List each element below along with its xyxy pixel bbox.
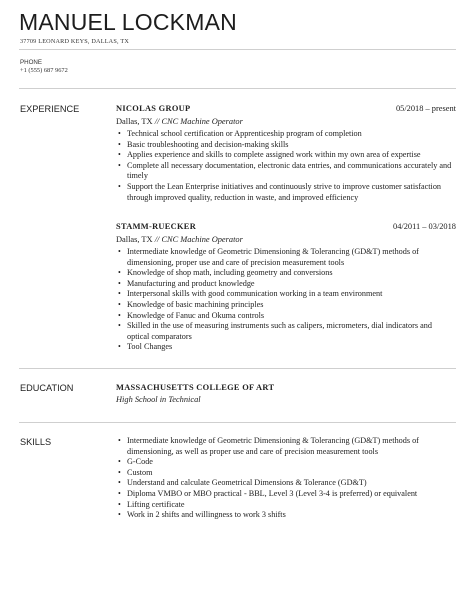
skill-item: • Work in 2 shifts and willingness to work 3 shifts (118, 510, 286, 520)
bullet-icon: • (118, 436, 121, 445)
bullet-icon: • (118, 510, 121, 520)
bullet-item: • Tool Changes (118, 342, 173, 352)
job-entry (116, 104, 456, 203)
bullet-item: • Applies experience and skills to complete assigned work within my own area of expertise (118, 150, 421, 160)
section-divider (19, 422, 456, 423)
candidate-address: 37709 LEONARD KEYS, DALLAS, TX (20, 38, 130, 45)
bullet-icon: • (118, 478, 121, 488)
job-role-line (116, 116, 456, 127)
bullet-item: • Manufacturing and product knowledge (118, 278, 255, 288)
skill-item: • Lifting certificate (118, 499, 185, 509)
school-name: MASSACHUSETTS COLLEGE OF ART (116, 383, 275, 392)
skills-list-wrapper (116, 434, 456, 521)
bullet-item: • Intermediate knowledge of Geometric Dimensioning & Tolerancing (GD&T) methods of dimensioning, proper use and care of precision measurement tools (118, 247, 419, 267)
job-header (116, 222, 456, 233)
bullet-item: • Interpersonal skills with good communication working in a team environment (118, 289, 383, 299)
bullet-icon: • (118, 247, 121, 256)
role-separator: // (154, 235, 162, 244)
company-name: STAMM-RUECKER (116, 222, 197, 231)
company-name: NICOLAS GROUP (116, 104, 191, 113)
bullet-icon: • (118, 129, 121, 138)
skills-list (116, 436, 456, 521)
skill-item: • Custom (118, 467, 153, 477)
skill-item: • Diploma VMBO or MBO practical - BBL, Level 3 (Level 3-4 is preferred) or equivalent (118, 488, 418, 498)
job-location: Dallas, TX (116, 117, 153, 126)
bullet-icon: • (118, 342, 121, 352)
job-title: CNC Machine Operator (161, 235, 243, 244)
bullet-icon: • (118, 310, 121, 320)
phone-value: +1 (555) 687 9672 (20, 67, 68, 74)
bullet-item: • Technical school certification or Apprenticeship program of completion (118, 129, 362, 138)
bullet-item: • Complete all necessary documentation, electronic data entries, and communications accurately and timely (118, 160, 452, 181)
degree: High School in Technical (116, 395, 201, 404)
role-separator: // (154, 117, 162, 126)
bullet-item: • Skilled in the use of measuring instruments such as calipers, micrometers, dial indicators and optical comparators (118, 321, 432, 341)
skill-item: • G-Code (118, 457, 153, 467)
job-entry (116, 222, 456, 353)
header-divider (19, 49, 456, 50)
job-dates: 05/2018 – present (395, 104, 456, 113)
bullet-icon: • (118, 299, 121, 309)
skill-item: • Understand and calculate Geometrical Dimensions & Tolerance (GD&T) (118, 478, 367, 488)
bullet-item: • Support the Lean Enterprise initiatives and continuously strive to improve customer satisfaction through improved quality, reduction in waste, and improved efficiency (118, 181, 442, 202)
bullet-icon: • (118, 278, 121, 288)
bullet-icon: • (118, 457, 121, 467)
bullet-icon: • (118, 181, 121, 191)
bullet-icon: • (118, 160, 121, 170)
bullet-icon: • (118, 139, 121, 149)
phone-label: PHONE (20, 59, 43, 66)
bullet-icon: • (118, 268, 121, 278)
skills-section-title: SKILLS (20, 437, 52, 447)
job-header (116, 104, 456, 115)
candidate-name: MANUEL LOCKMAN (19, 9, 237, 35)
education-section-title: EDUCATION (20, 383, 74, 393)
job-bullets (116, 129, 456, 203)
experience-section-title: EXPERIENCE (20, 104, 80, 114)
job-dates: 04/2011 – 03/2018 (393, 222, 456, 231)
bullet-icon: • (118, 467, 121, 477)
job-location: Dallas, TX (116, 235, 153, 244)
job-role-line (116, 234, 456, 245)
bullet-icon: • (118, 488, 121, 498)
bullet-icon: • (118, 499, 121, 509)
section-divider (19, 368, 456, 369)
skill-item: • Intermediate knowledge of Geometric Dimensioning & Tolerancing (GD&T) methods of dimensioning, as well as proper use and care of precision measurement tools (118, 436, 419, 456)
bullet-icon: • (118, 150, 121, 160)
bullet-item: • Knowledge of basic machining principles (118, 299, 264, 309)
bullet-item: • Basic troubleshooting and decision-making skills (118, 139, 289, 149)
bullet-icon: • (118, 321, 121, 331)
bullet-item: • Knowledge of Fanuc and Okuma controls (118, 310, 265, 320)
job-title: CNC Machine Operator (161, 117, 243, 126)
section-divider (19, 88, 456, 89)
bullet-item: • Knowledge of shop math, including geometry and conversions (118, 268, 333, 278)
bullet-icon: • (118, 289, 121, 299)
job-bullets (116, 247, 456, 353)
